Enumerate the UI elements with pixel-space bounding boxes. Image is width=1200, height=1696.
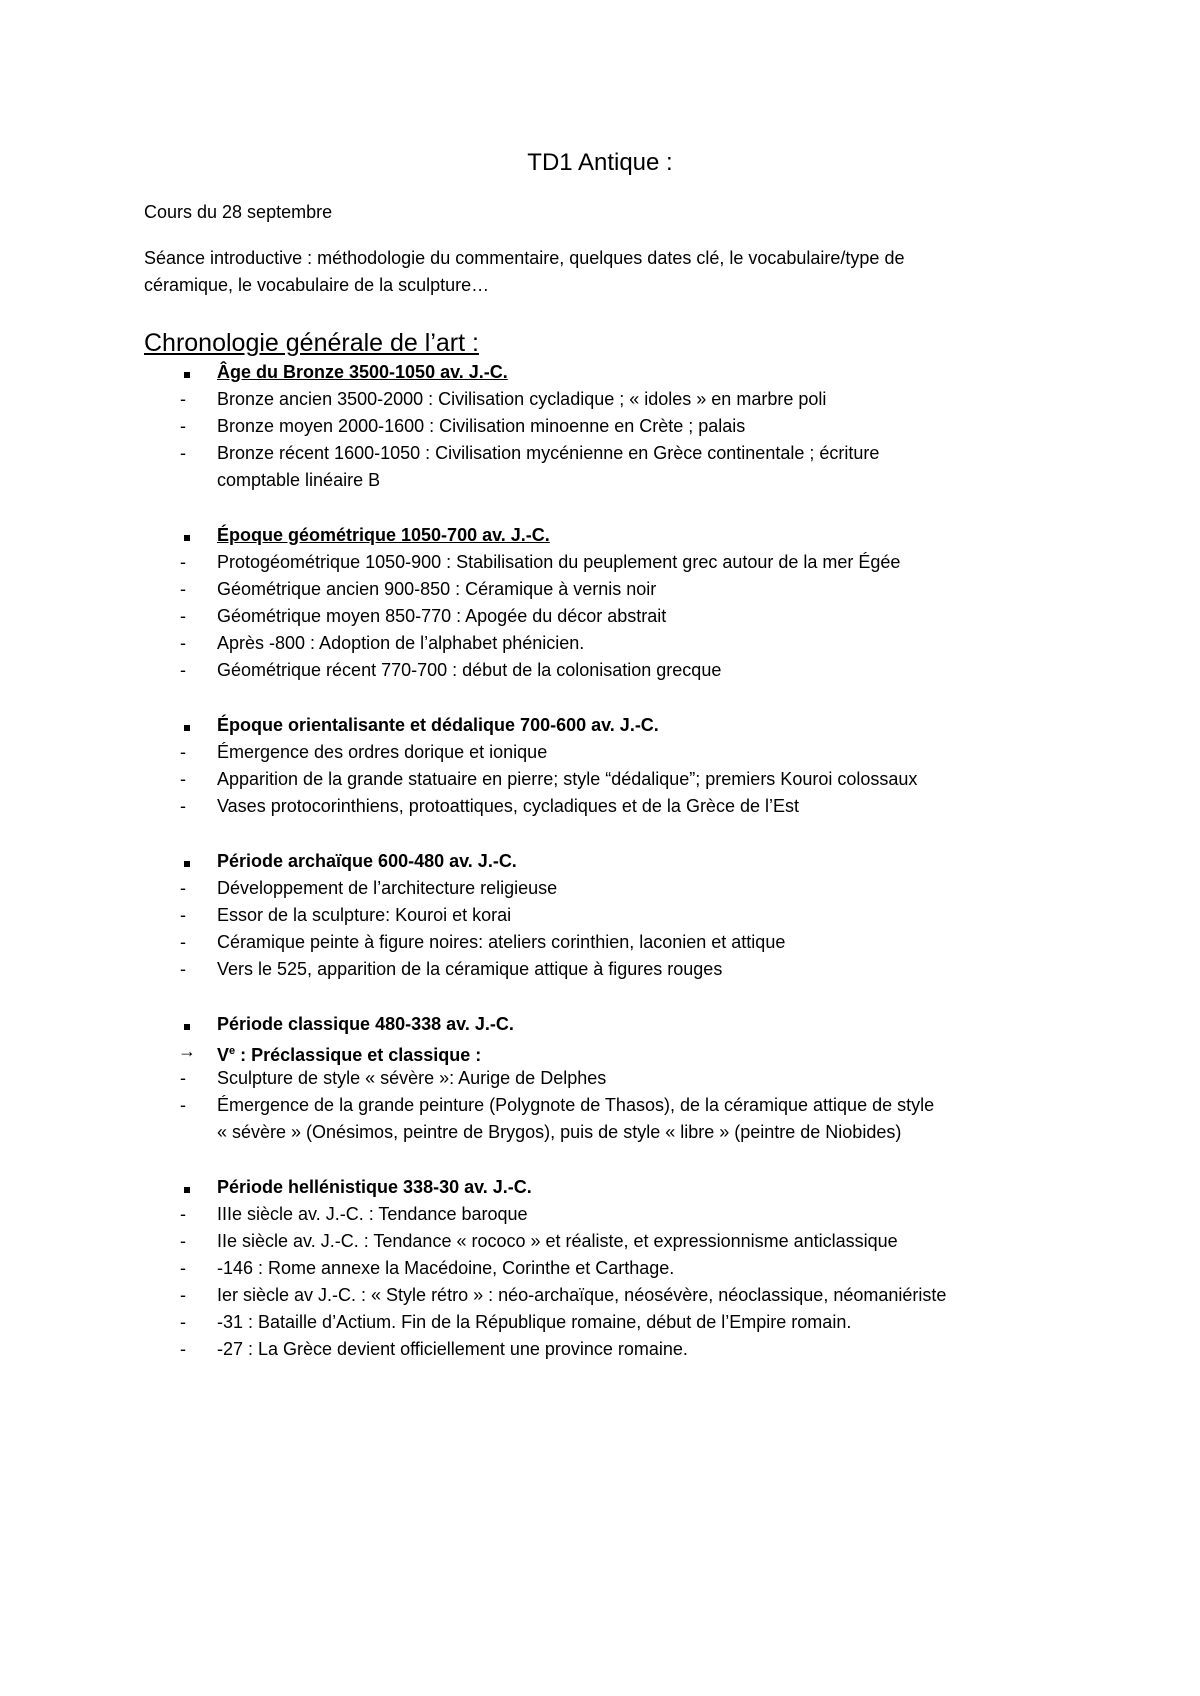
dash-bullet: -: [180, 1231, 186, 1251]
list-item: - IIIe siècle av. J.-C. : Tendance baroque: [0, 1201, 1200, 1228]
list-item: - -27 : La Grèce devient officiellement une province romaine.: [0, 1336, 1200, 1363]
list-item: - Bronze ancien 3500-2000 : Civilisation cycladique ; « idoles » en marbre poli: [0, 386, 1200, 413]
list-item: - Céramique peinte à figure noires: ateliers corinthien, laconien et attique: [0, 929, 1200, 956]
dash-bullet: -: [180, 1258, 186, 1278]
list-item: - Géométrique moyen 850-770 : Apogée du décor abstrait: [0, 603, 1200, 630]
dash-bullet: -: [180, 1339, 186, 1359]
dash-bullet: -: [180, 389, 186, 409]
period-title: Période archaïque 600-480 av. J.-C.: [217, 851, 517, 871]
course-date: Cours du 28 septembre: [144, 202, 333, 222]
period-geometrique: [0, 522, 1200, 549]
list-item: - Protogéométrique 1050-900 : Stabilisation du peuplement grec autour de la mer Égée: [0, 549, 1200, 576]
list-item: - Sculpture de style « sévère »: Aurige de Delphes: [0, 1065, 1200, 1092]
list-item: - Géométrique ancien 900-850 : Céramique à vernis noir: [0, 576, 1200, 603]
list-item: - IIe siècle av. J.-C. : Tendance « rococo » et réaliste, et expressionnisme anticlassique: [0, 1228, 1200, 1255]
dash-bullet: -: [180, 796, 186, 816]
list-item: - -146 : Rome annexe la Macédoine, Corinthe et Carthage.: [0, 1255, 1200, 1282]
dash-bullet: -: [180, 552, 186, 572]
list-item: - Géométrique récent 770-700 : début de la colonisation grecque: [0, 657, 1200, 684]
period-archaique: [0, 848, 1200, 875]
list-item: - Bronze récent 1600-1050 : Civilisation mycénienne en Grèce continentale ; écriture: [0, 440, 1200, 467]
document-title: TD1 Antique :: [527, 149, 673, 176]
dash-bullet: -: [180, 932, 186, 952]
list-item: - Développement de l’architecture religieuse: [0, 875, 1200, 902]
section-heading: Chronologie générale de l’art :: [144, 329, 479, 357]
period-hellenistique: [0, 1174, 1200, 1201]
list-item: - Ier siècle av J.-C. : « Style rétro » : néo-archaïque, néosévère, néoclassique, néomaniériste: [0, 1282, 1200, 1309]
dash-bullet: -: [180, 416, 186, 436]
list-item: - Émergence des ordres dorique et ionique: [0, 739, 1200, 766]
period-title: Période hellénistique 338-30 av. J.-C.: [217, 1177, 532, 1197]
period-title: Période classique 480-338 av. J.-C.: [217, 1014, 514, 1034]
dash-bullet: -: [180, 742, 186, 762]
dash-bullet: -: [180, 1068, 186, 1088]
period-title: Époque géométrique 1050-700 av. J.-C.: [217, 525, 550, 545]
subperiod-title: Ve : Préclassique et classique :: [217, 1045, 482, 1065]
list-item: - Vases protocorinthiens, protoattiques, cycladiques et de la Grèce de l’Est: [0, 793, 1200, 820]
list-item: - Après -800 : Adoption de l’alphabet phénicien.: [0, 630, 1200, 657]
dash-bullet: -: [180, 959, 186, 979]
period-title: Âge du Bronze 3500-1050 av. J.-C.: [217, 362, 508, 382]
list-item: - Vers le 525, apparition de la céramique attique à figures rouges: [0, 956, 1200, 983]
list-item-continuation: comptable linéaire B: [217, 470, 381, 490]
dash-bullet: -: [180, 1312, 186, 1332]
dash-bullet: -: [180, 905, 186, 925]
list-item: - -31 : Bataille d’Actium. Fin de la République romaine, début de l’Empire romain.: [0, 1309, 1200, 1336]
dash-bullet: -: [180, 606, 186, 626]
period-classique: [0, 1011, 1200, 1038]
dash-bullet: -: [180, 1204, 186, 1224]
bullet-square-icon: [180, 1011, 204, 1038]
list-item-continuation: « sévère » (Onésimos, peintre de Brygos), puis de style « libre » (peintre de Niobides): [217, 1122, 902, 1142]
dash-bullet: -: [180, 633, 186, 653]
dash-bullet: -: [180, 1095, 186, 1115]
period-bronze: [0, 359, 1200, 386]
bullet-square-icon: [180, 848, 204, 875]
list-item: - Émergence de la grande peinture (Polygnote de Thasos), de la céramique attique de style: [0, 1092, 1200, 1119]
list-item: - Apparition de la grande statuaire en pierre; style “dédalique”; premiers Kouroi colossaux: [0, 766, 1200, 793]
subperiod-line: [0, 1038, 1200, 1065]
dash-bullet: -: [180, 878, 186, 898]
list-item: - Essor de la sculpture: Kouroi et korai: [0, 902, 1200, 929]
dash-bullet: -: [180, 579, 186, 599]
bullet-square-icon: [180, 1174, 204, 1201]
intro-line-2: céramique, le vocabulaire de la sculpture…: [144, 275, 490, 295]
bullet-square-icon: [180, 712, 204, 739]
dash-bullet: -: [180, 769, 186, 789]
period-orientalisante: [0, 712, 1200, 739]
bullet-square-icon: [180, 359, 204, 386]
dash-bullet: -: [180, 1285, 186, 1305]
bullet-square-icon: [180, 522, 204, 549]
period-title: Époque orientalisante et dédalique 700-600 av. J.-C.: [217, 715, 659, 735]
dash-bullet: -: [180, 660, 186, 680]
arrow-right-icon: →: [178, 1041, 196, 1061]
dash-bullet: -: [180, 443, 186, 463]
intro-line-1: Séance introductive : méthodologie du commentaire, quelques dates clé, le vocabulaire/type de: [144, 248, 905, 268]
list-item: - Bronze moyen 2000-1600 : Civilisation minoenne en Crète ; palais: [0, 413, 1200, 440]
